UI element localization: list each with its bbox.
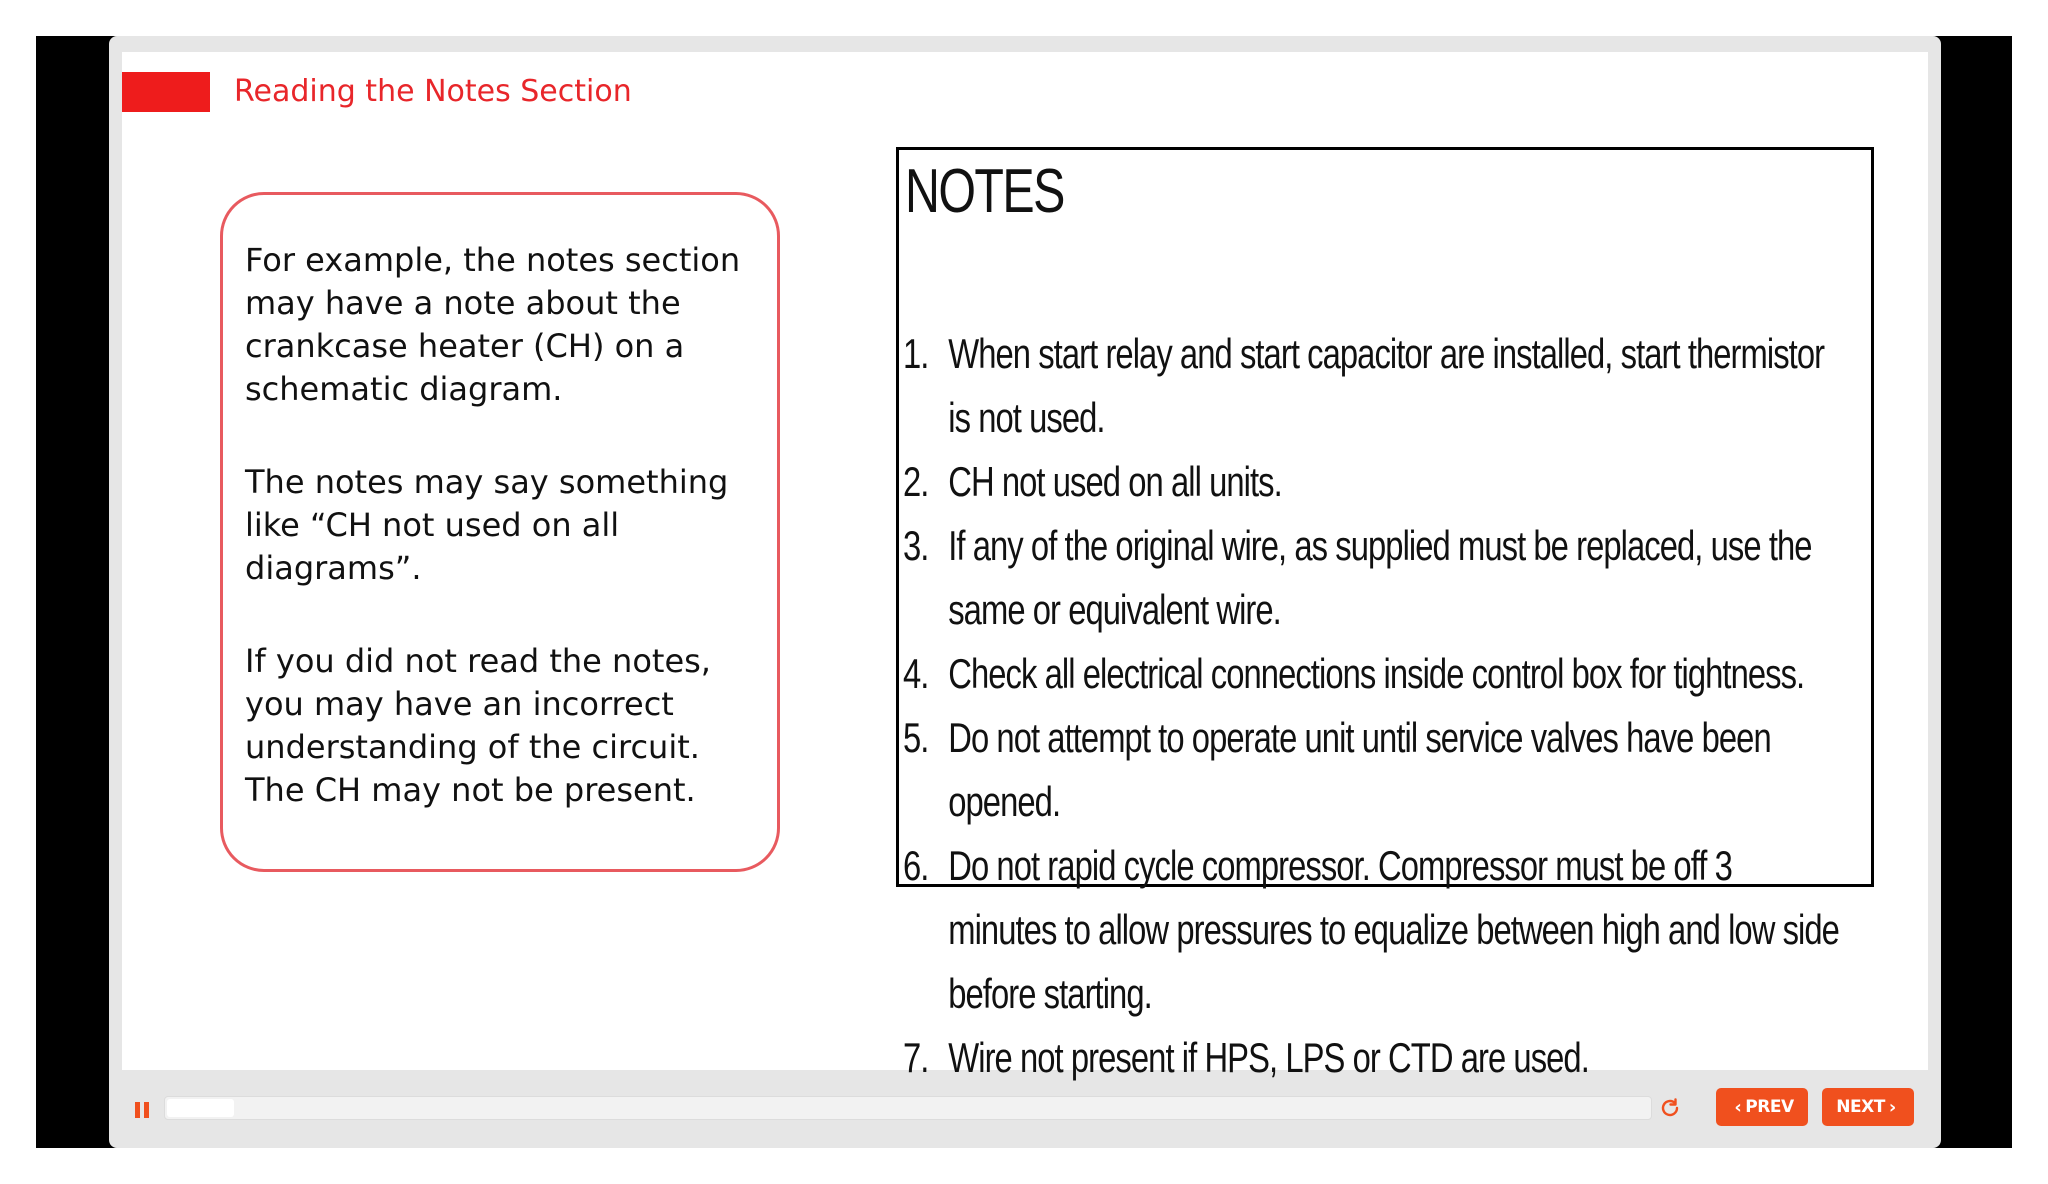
pause-button[interactable]: [122, 1090, 162, 1130]
notes-heading: NOTES: [905, 157, 1064, 226]
note-item: [903, 514, 1839, 642]
note-number: 5.: [903, 714, 929, 761]
note-item: [903, 450, 1839, 514]
note-item: [903, 642, 1839, 706]
callout-paragraph-3: If you did not read the notes, you may have an incorrect understanding of the circuit. The CH may not be present.: [245, 642, 711, 809]
note-text: Do not rapid cycle compressor. Compressor must be off 3 minutes to allow pressures to equalize between high and low side before starting.: [948, 842, 1839, 1017]
note-number: 7.: [903, 1034, 929, 1081]
prev-button[interactable]: [1716, 1088, 1808, 1126]
note-text: When start relay and start capacitor are installed, start thermistor is not used.: [948, 330, 1825, 441]
next-button[interactable]: [1822, 1088, 1914, 1126]
example-callout: [220, 192, 780, 872]
note-item: [903, 834, 1839, 1026]
player-controls: [122, 1082, 1928, 1134]
replay-button[interactable]: [1654, 1092, 1686, 1124]
note-text: If any of the original wire, as supplied must be replaced, use the same or equivalent wire.: [948, 522, 1812, 633]
title-accent-bar: [122, 72, 210, 112]
chevron-left-icon: ‹: [1734, 1096, 1742, 1118]
note-item: [903, 1026, 1839, 1090]
notes-list: [903, 322, 1839, 1090]
chevron-right-icon: ›: [1888, 1096, 1896, 1118]
note-number: 4.: [903, 650, 929, 697]
next-label: NEXT: [1836, 1097, 1885, 1117]
note-item: [903, 322, 1839, 450]
progress-fill: [167, 1099, 234, 1117]
note-text: Do not attempt to operate unit until service valves have been opened.: [948, 714, 1771, 825]
note-number: 1.: [903, 330, 929, 377]
slide-canvas: [122, 52, 1928, 1081]
prev-label: PREV: [1745, 1097, 1794, 1117]
callout-paragraph-2: The notes may say something like “CH not used on all diagrams”.: [245, 463, 729, 587]
pause-icon: [133, 1100, 151, 1120]
slide-title: Reading the Notes Section: [234, 74, 632, 109]
note-number: 6.: [903, 842, 929, 889]
callout-paragraph-1: For example, the notes section may have a note about the crankcase heater (CH) on a schematic diagram.: [245, 241, 741, 408]
note-text: CH not used on all units.: [948, 458, 1282, 505]
progress-bar[interactable]: [164, 1096, 1652, 1120]
note-number: 2.: [903, 458, 929, 505]
replay-icon: [1658, 1096, 1682, 1120]
note-text: Wire not present if HPS, LPS or CTD are used.: [948, 1034, 1589, 1081]
note-item: [903, 706, 1839, 834]
note-text: Check all electrical connections inside control box for tightness.: [948, 650, 1805, 697]
notes-image: [896, 147, 1874, 1081]
note-number: 3.: [903, 522, 929, 569]
